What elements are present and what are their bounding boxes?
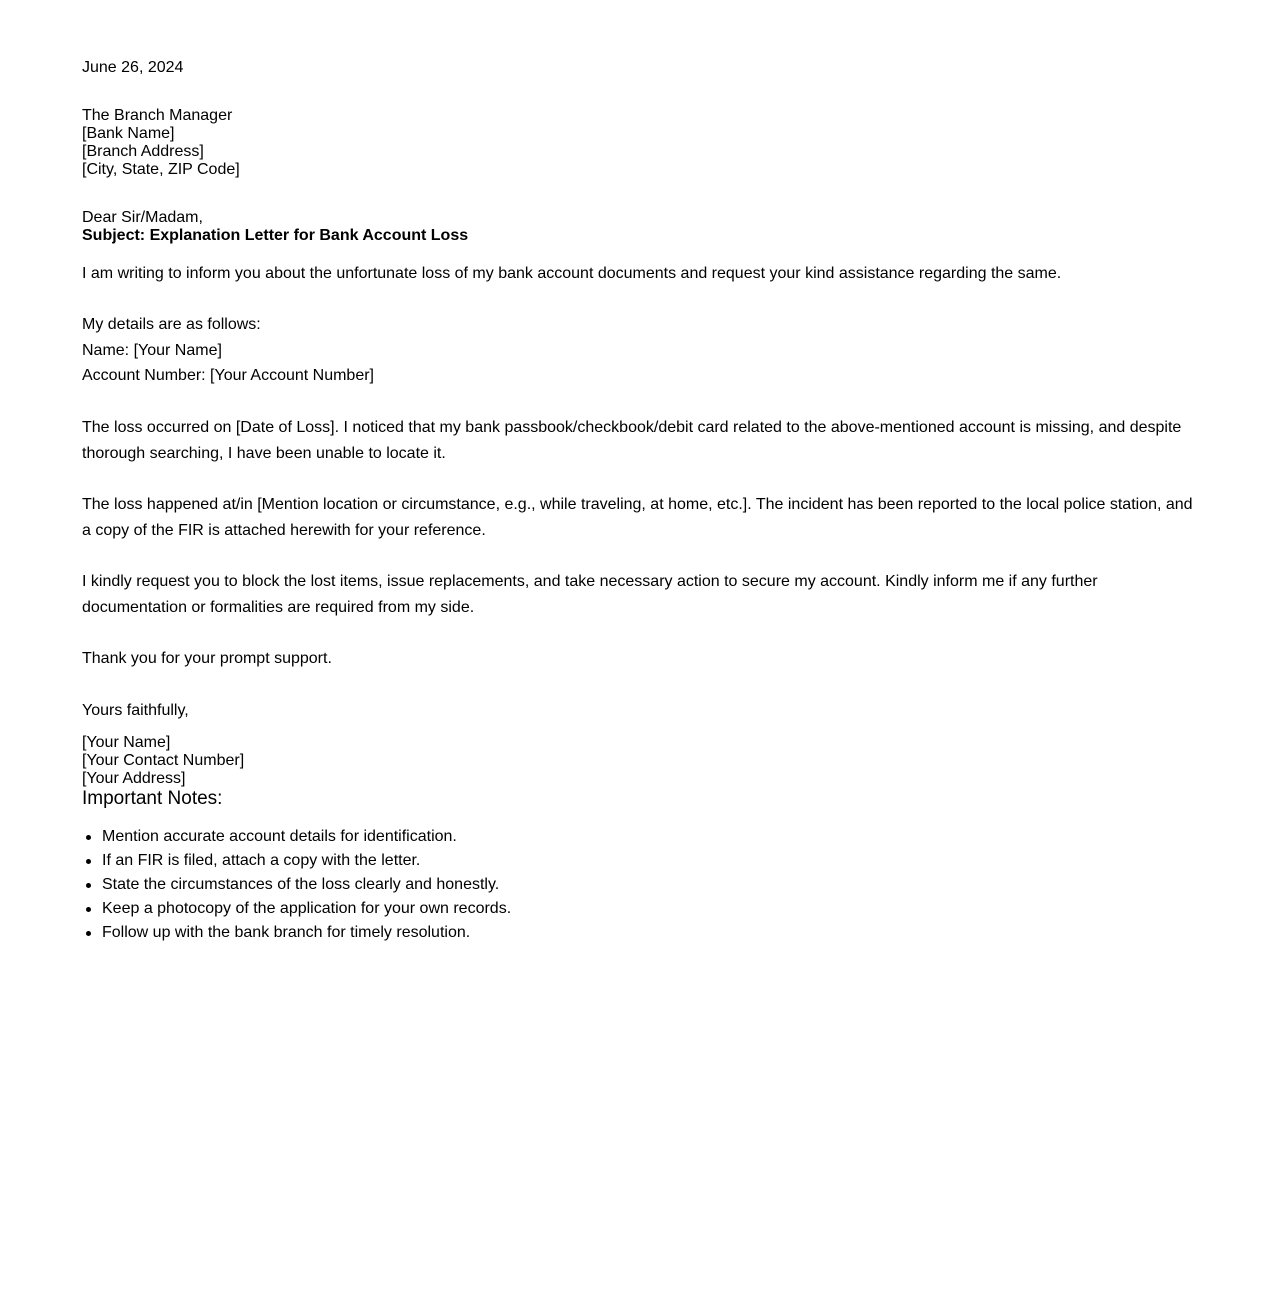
closing: Yours faithfully,: [82, 701, 189, 719]
note-text: Keep a photocopy of the application for your own records.: [102, 899, 512, 917]
details-account-number: Account Number: [Your Account Number]: [82, 367, 374, 384]
signature-address: [Your Address]: [82, 769, 186, 787]
recipient-bank-name: [Bank Name]: [82, 125, 175, 142]
signature-name: [Your Name]: [82, 733, 171, 751]
account-details: [82, 312, 1202, 389]
list-item: [102, 873, 1202, 897]
bullet-icon: [86, 859, 91, 864]
note-text: If an FIR is filed, attach a copy with the letter.: [102, 851, 421, 869]
list-item: [102, 921, 1202, 945]
recipient-city-state-zip: [City, State, ZIP Code]: [82, 161, 240, 178]
subject-line: Subject: Explanation Letter for Bank Account Loss: [82, 227, 469, 244]
bullet-icon: [86, 931, 91, 936]
loss-paragraph: The loss occurred on [Date of Loss]. I noticed that my bank passbook/checkbook/debit card related to the above-mentioned account is missing, and despite thorough searching, I have been unable to locate it.: [82, 418, 1182, 462]
recipient-title: The Branch Manager: [82, 107, 233, 124]
notes-list: [82, 825, 1202, 945]
letter-date: June 26, 2024: [82, 59, 184, 76]
signature-contact: [Your Contact Number]: [82, 751, 245, 769]
bullet-icon: [86, 835, 91, 840]
location-paragraph: The loss happened at/in [Mention location or circumstance, e.g., while traveling, at home, etc.]. The incident has been reported to the local police station, and a copy of the FIR is attached herewith for your reference.: [82, 495, 1193, 539]
thanks-paragraph: Thank you for your prompt support.: [82, 649, 332, 667]
recipient-branch-address: [Branch Address]: [82, 143, 204, 160]
recipient-address: [82, 107, 1202, 179]
bullet-icon: [86, 907, 91, 912]
list-item: [102, 897, 1202, 921]
signature-block: [82, 734, 1202, 788]
intro-paragraph: I am writing to inform you about the unfortunate loss of my bank account documents and request your kind assistance regarding the same.: [82, 265, 1062, 282]
bullet-icon: [86, 883, 91, 888]
list-item: [102, 825, 1202, 849]
list-item: [102, 849, 1202, 873]
details-name: Name: [Your Name]: [82, 341, 222, 359]
details-heading: My details are as follows:: [82, 316, 261, 333]
request-paragraph: I kindly request you to block the lost items, issue replacements, and take necessary action to secure my account. Kindly inform me if any further documentation or formalities are required from my side.: [82, 572, 1098, 616]
salutation: Dear Sir/Madam,: [82, 209, 203, 226]
letter-body: [82, 59, 1202, 945]
notes-heading: Important Notes:: [82, 787, 223, 809]
note-text: Mention accurate account details for identification.: [102, 827, 457, 845]
note-text: State the circumstances of the loss clearly and honestly.: [102, 875, 500, 893]
note-text: Follow up with the bank branch for timely resolution.: [102, 923, 471, 941]
